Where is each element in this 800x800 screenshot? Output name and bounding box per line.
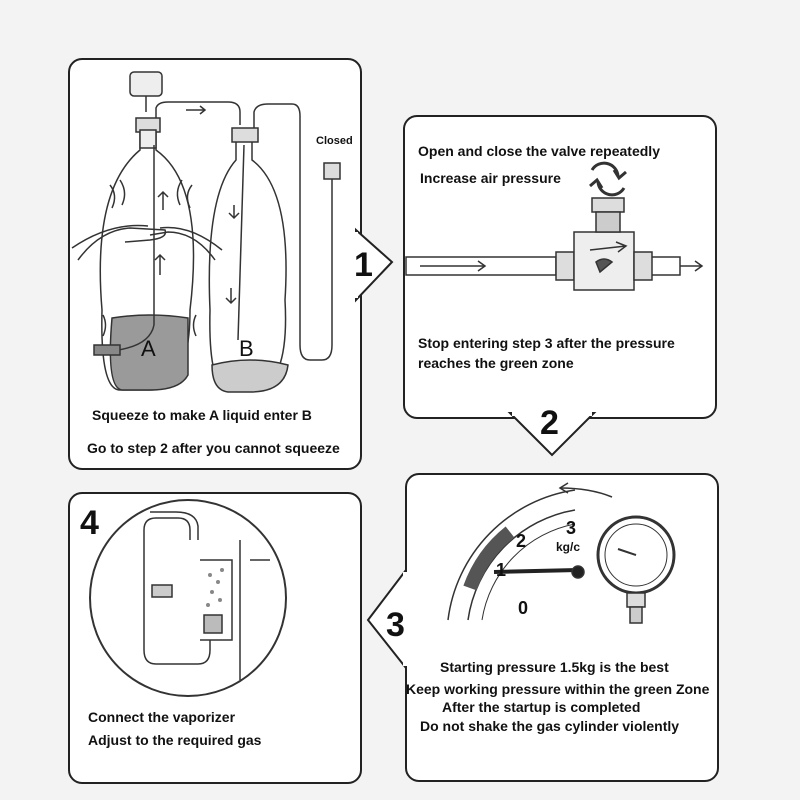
vaporizer-icon bbox=[204, 615, 222, 633]
panel-connectors bbox=[356, 230, 594, 668]
step1-line-2: Go to step 2 after you cannot squeeze bbox=[87, 440, 340, 456]
pressure-gauge-icon bbox=[130, 72, 162, 96]
valve-icon bbox=[324, 163, 340, 179]
step2-bottom-line-1: Stop entering step 3 after the pressure bbox=[418, 335, 675, 351]
valve-closed-label: Closed bbox=[316, 135, 353, 147]
step-number-1: 1 bbox=[354, 246, 373, 284]
step1-illustration bbox=[72, 72, 340, 392]
gauge-tick-1: 1 bbox=[496, 560, 507, 580]
step-number-4: 4 bbox=[80, 504, 99, 542]
step3-line-3: After the startup is completed bbox=[442, 699, 641, 715]
gauge-tick-0: 0 bbox=[518, 598, 529, 618]
step-number-3: 3 bbox=[386, 606, 405, 644]
gauge-needle bbox=[494, 570, 578, 572]
step3-line-1: Starting pressure 1.5kg is the best bbox=[440, 659, 669, 675]
step4-line-1: Connect the vaporizer bbox=[88, 709, 236, 725]
step4-illustration bbox=[90, 500, 286, 696]
bottle-a-label: A bbox=[141, 336, 156, 361]
gauge-tick-2: 2 bbox=[516, 531, 527, 551]
bottle-b-label: B bbox=[239, 336, 254, 361]
valve-icon bbox=[152, 585, 172, 597]
step2-top-line-2: Increase air pressure bbox=[420, 170, 561, 186]
step2-bottom-line-2: reaches the green zone bbox=[418, 355, 574, 371]
step2-top-line-1: Open and close the valve repeatedly bbox=[418, 143, 660, 159]
step3-line-2: Keep working pressure within the green Zone bbox=[406, 681, 710, 697]
step3-line-4: Do not shake the gas cylinder violently bbox=[420, 718, 680, 734]
vaporizer-zoom-circle bbox=[90, 500, 286, 696]
step4-line-2: Adjust to the required gas bbox=[88, 732, 262, 748]
step1-line-1: Squeeze to make A liquid enter B bbox=[92, 407, 312, 423]
gauge-unit-label: kg/c bbox=[556, 540, 581, 554]
step-number-2: 2 bbox=[540, 404, 559, 442]
gauge-tick-3: 3 bbox=[566, 518, 577, 538]
